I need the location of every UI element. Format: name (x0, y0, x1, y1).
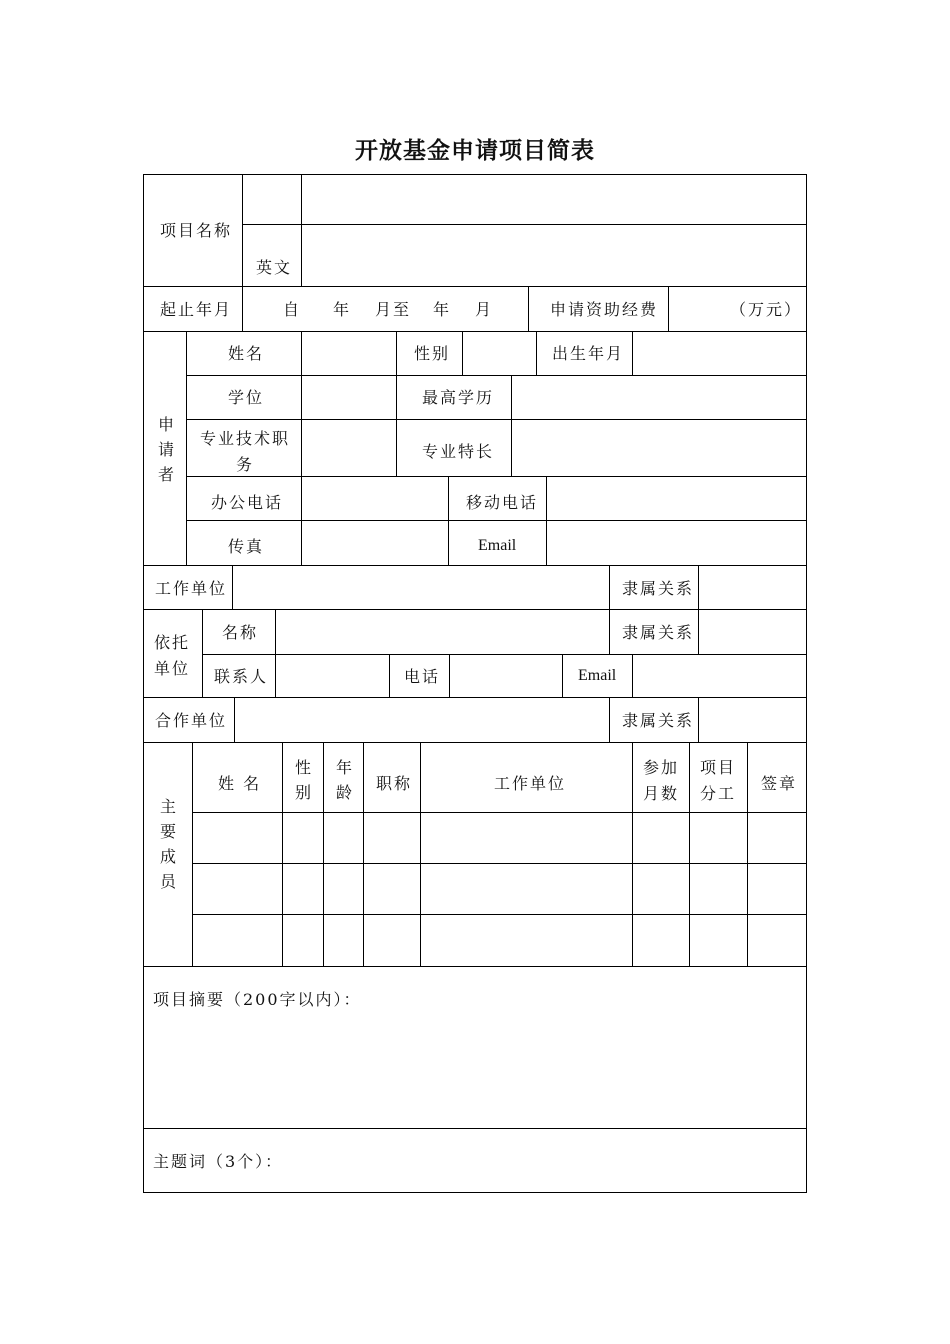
office-phone-field[interactable] (302, 477, 448, 520)
funding-label: 申请资助经费 (550, 300, 659, 319)
project-english-label: 英文 (256, 258, 293, 277)
applicant-email-field[interactable] (547, 521, 806, 565)
keywords-label: 主题词（3个）： (153, 1152, 284, 1171)
work-unit-affiliation-label: 隶属关系 (622, 579, 695, 598)
member-unit-header: 工作单位 (494, 774, 567, 793)
applicant-degree-label: 学位 (228, 388, 265, 407)
host-contact-label: 联系人 (214, 667, 269, 686)
period-month-2: 月 (475, 300, 494, 319)
coop-unit-label: 合作单位 (155, 711, 228, 730)
member-months-header: 参加月数 (643, 758, 680, 803)
applicant-education-field[interactable] (512, 376, 806, 419)
coop-unit-field[interactable] (235, 698, 609, 742)
project-name-label: 项目名称 (160, 221, 233, 240)
office-phone-label: 办公电话 (211, 493, 284, 512)
member-signature-header: 签章 (761, 774, 798, 793)
funding-unit: （万元） (730, 300, 803, 319)
applicant-education-label: 最高学历 (422, 388, 495, 407)
applicant-gender-field[interactable] (463, 332, 536, 375)
fax-label: 传真 (228, 537, 265, 556)
host-unit-name-field[interactable] (276, 610, 609, 654)
host-email-label: Email (578, 667, 617, 684)
applicant-title-field[interactable] (302, 420, 396, 476)
period-year-2: 年 (433, 300, 452, 319)
members-table-body[interactable] (193, 813, 806, 966)
applicant-section-label: 申请者 (157, 415, 174, 484)
applicant-title-label: 专业技术职务 (199, 429, 290, 474)
fax-field[interactable] (302, 521, 448, 565)
abstract-label: 项目摘要（200字以内）： (153, 990, 362, 1009)
period-month-to: 月至 (375, 300, 412, 319)
applicant-gender-label: 性别 (414, 344, 451, 363)
period-label: 起止年月 (160, 300, 233, 319)
project-name-en-field[interactable] (302, 225, 806, 286)
work-unit-label: 工作单位 (155, 579, 228, 598)
coop-unit-affiliation-field[interactable] (699, 698, 806, 742)
host-unit-label: 依托单位 (153, 633, 190, 678)
project-name-cn-field[interactable] (302, 175, 806, 224)
member-role-header: 项目分工 (700, 758, 737, 803)
host-contact-field[interactable] (276, 655, 389, 697)
member-title-header: 职称 (376, 774, 413, 793)
host-email-field[interactable] (633, 655, 806, 697)
members-section-label: 主要成员 (159, 797, 176, 891)
period-from: 自 (283, 300, 302, 319)
host-unit-name-label: 名称 (222, 623, 259, 642)
applicant-email-label: Email (478, 537, 517, 554)
host-phone-field[interactable] (450, 655, 562, 697)
mobile-phone-field[interactable] (547, 477, 806, 520)
period-year-1: 年 (333, 300, 352, 319)
applicant-name-field[interactable] (302, 332, 396, 375)
work-unit-affiliation-field[interactable] (699, 566, 806, 609)
applicant-specialty-label: 专业特长 (422, 442, 495, 461)
host-unit-affiliation-field[interactable] (699, 610, 806, 654)
coop-unit-affiliation-label: 隶属关系 (622, 711, 695, 730)
host-unit-affiliation-label: 隶属关系 (622, 623, 695, 642)
applicant-degree-field[interactable] (302, 376, 396, 419)
applicant-birth-field[interactable] (633, 332, 806, 375)
member-age-header: 年龄 (335, 758, 352, 802)
mobile-phone-label: 移动电话 (466, 493, 539, 512)
host-phone-label: 电话 (404, 667, 441, 686)
applicant-specialty-field[interactable] (512, 420, 806, 476)
work-unit-field[interactable] (233, 566, 609, 609)
applicant-birth-label: 出生年月 (552, 344, 625, 363)
applicant-name-label: 姓名 (228, 344, 265, 363)
member-name-header: 姓 名 (218, 774, 262, 793)
page-title: 开放基金申请项目简表 (355, 138, 595, 164)
member-gender-header: 性别 (294, 758, 311, 802)
funding-amount-field[interactable] (669, 287, 739, 331)
